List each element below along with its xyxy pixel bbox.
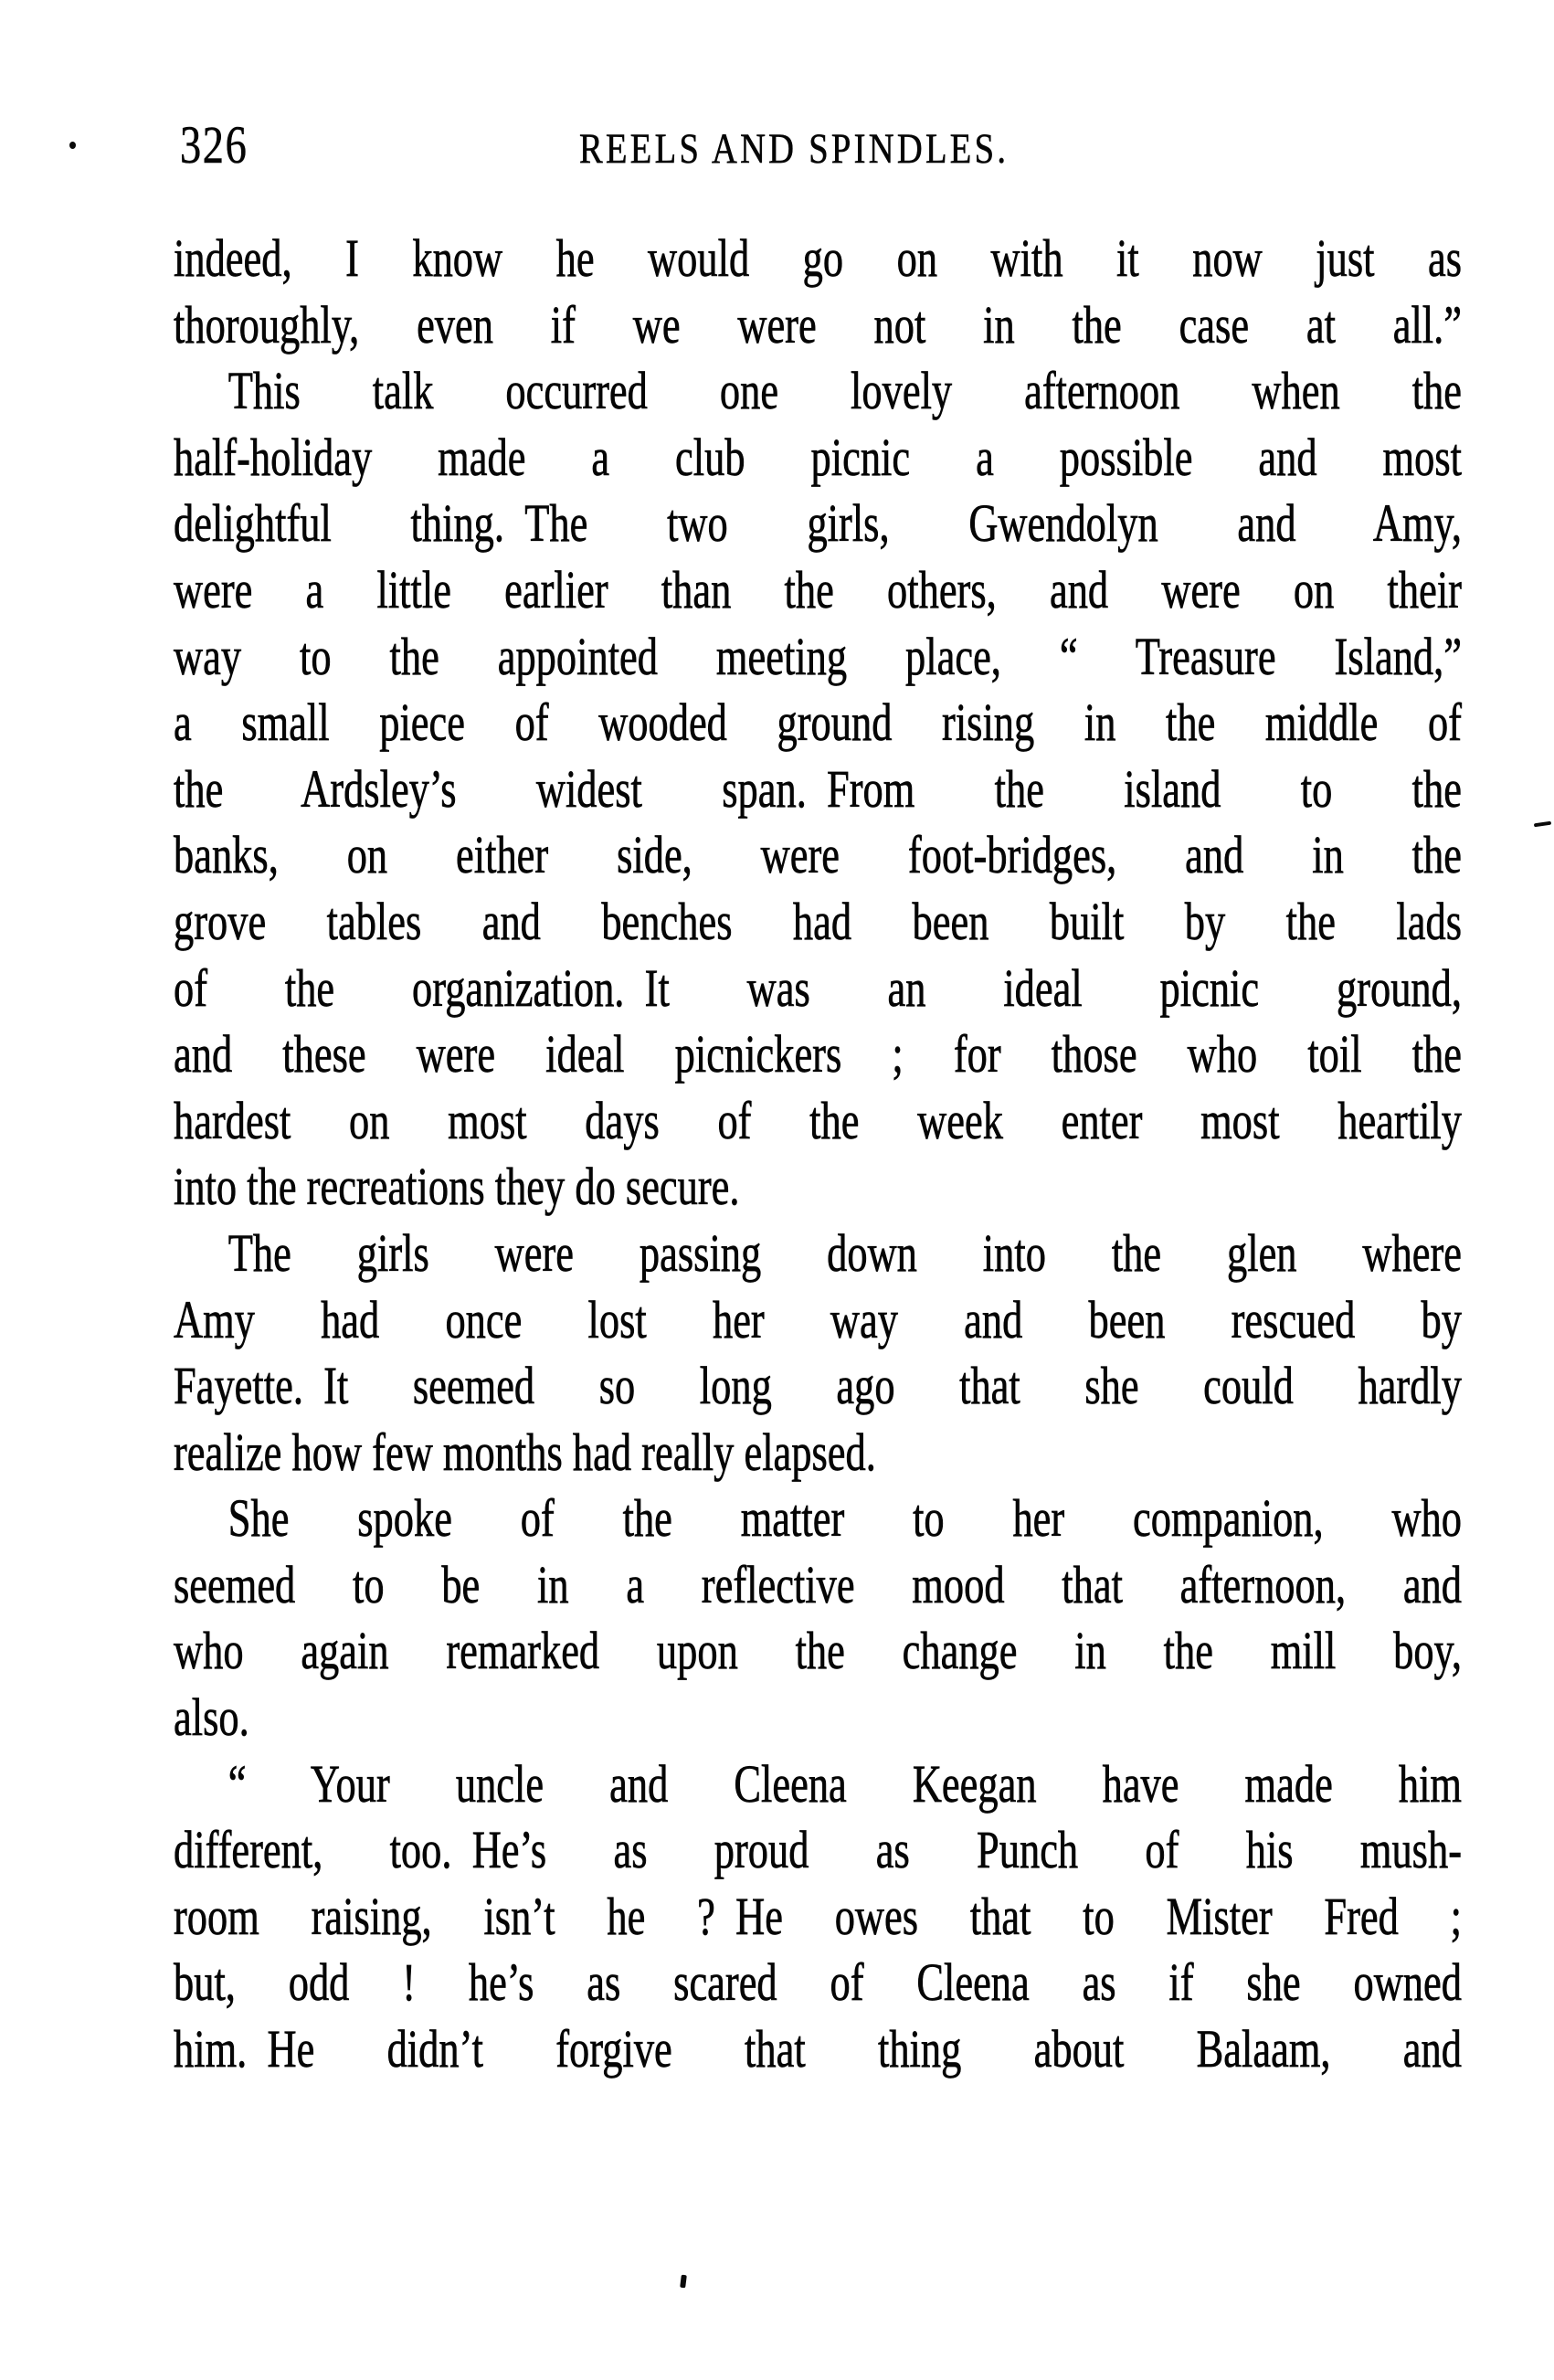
text-line: and these were ideal picnickers ; for those who toil the	[174, 1024, 1462, 1084]
text-line: different, too. He’s as proud as Punch of his mush-	[174, 1820, 1462, 1880]
text-line: banks, on either side, were foot-bridges, and in the	[174, 825, 1462, 885]
ink-speck-artifact	[680, 2275, 687, 2289]
text-line: delightful thing. The two girls, Gwendolyn and Amy,	[174, 493, 1462, 554]
running-head	[0, 117, 1554, 190]
text-line: grove tables and benches had been built by the lads	[174, 891, 1462, 951]
text-line: who again remarked upon the change in the mill boy,	[174, 1621, 1462, 1681]
text-line: Fayette. It seemed so long ago that she could hardly	[174, 1356, 1462, 1416]
text-line: way to the appointed meeting place, “ Treasure Island,”	[174, 626, 1462, 686]
text-line: realize how few months had really elapsed.	[174, 1422, 876, 1482]
running-header-title: REELS AND SPINDLES.	[579, 125, 1010, 173]
text-line: Amy had once lost her way and been rescued by	[174, 1289, 1462, 1349]
text-line: seemed to be in a reflective mood that afternoon, and	[174, 1554, 1462, 1614]
text-line: She spoke of the matter to her companion, who	[227, 1488, 1462, 1549]
text-line: also.	[174, 1687, 249, 1748]
text-line: him. He didn’t forgive that thing about Balaam, and	[174, 2019, 1462, 2079]
ink-dash-artifact	[1534, 821, 1551, 828]
text-line: the Ardsley’s widest span. From the island to the	[174, 758, 1462, 819]
text-line: thoroughly, even if we were not in the case at all.”	[174, 294, 1462, 354]
page-number: 326	[180, 115, 248, 175]
ink-dot-artifact	[69, 142, 76, 149]
text-line: This talk occurred one lovely afternoon when the	[227, 361, 1462, 421]
text-line: of the organization. It was an ideal picnic ground,	[174, 957, 1462, 1018]
body-text-block	[174, 226, 1462, 2083]
text-line: a small piece of wooded ground rising in the middle of	[174, 693, 1462, 753]
text-line: room raising, isn’t he ? He owes that to Mister Fred ;	[174, 1886, 1462, 1946]
text-line: were a little earlier than the others, and were on their	[174, 559, 1462, 619]
text-line: The girls were passing down into the glen where	[227, 1222, 1462, 1283]
text-line: “ Your uncle and Cleena Keegan have made him	[227, 1753, 1462, 1814]
text-line: hardest on most days of the week enter most heartily	[174, 1090, 1462, 1150]
text-line: but, odd ! he’s as scared of Cleena as if she owned	[174, 1952, 1462, 2013]
text-line: into the recreations they do secure.	[174, 1157, 740, 1217]
text-line: half-holiday made a club picnic a possible and most	[174, 427, 1462, 487]
text-line: indeed, I know he would go on with it now just as	[174, 228, 1462, 288]
